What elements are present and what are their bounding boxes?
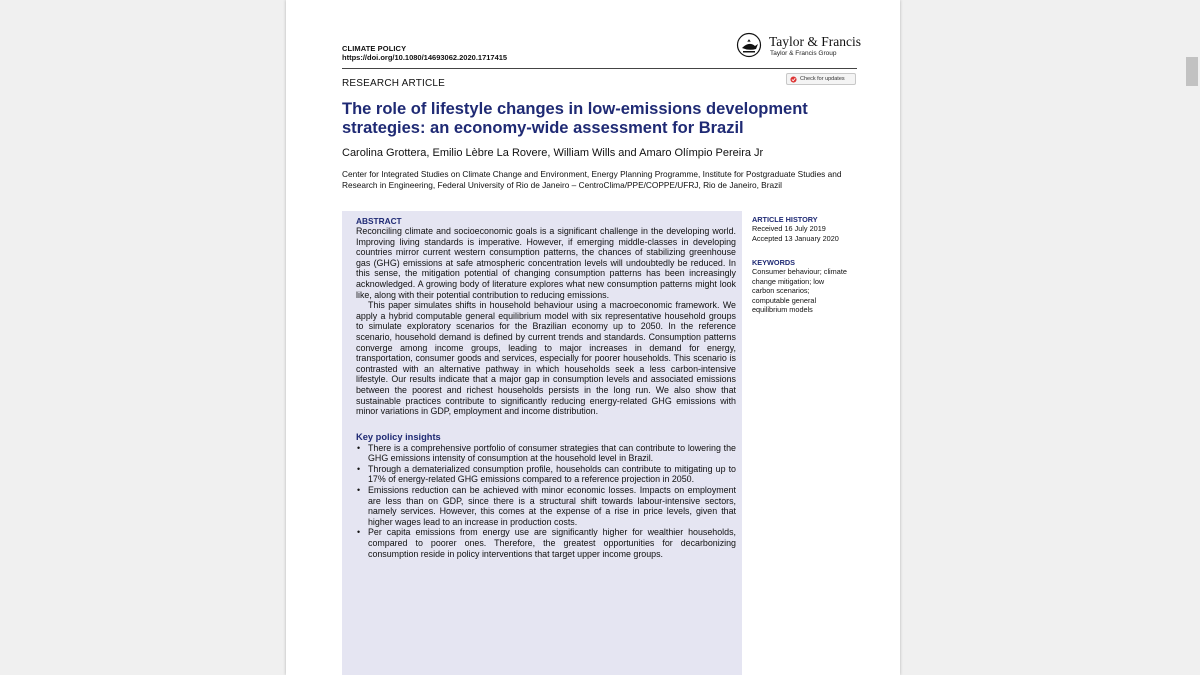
- vertical-scrollbar[interactable]: [1185, 0, 1200, 675]
- keywords-block: [752, 258, 862, 315]
- article-history: [752, 215, 862, 244]
- bullet-icon: •: [357, 463, 361, 474]
- list-item: [356, 527, 736, 559]
- keyword-line: computable general: [752, 295, 817, 305]
- accepted-date: Accepted 13 January 2020: [752, 234, 839, 243]
- check-updates-label: Check for updates: [800, 76, 845, 82]
- scrollbar-thumb[interactable]: [1186, 57, 1198, 86]
- author-list: Carolina Grottera, Emilio Lèbre La Rovere, William Wills and Amaro Olímpio Pereira Jr: [342, 147, 764, 159]
- list-item: [356, 443, 736, 464]
- bullet-icon: •: [357, 527, 361, 538]
- keyword-line: carbon scenarios;: [752, 286, 810, 296]
- received-date: Received 16 July 2019: [752, 224, 826, 233]
- insight-text: There is a comprehensive portfolio of consumer strategies that can contribute to lowering the GHG emissions intensity of consumption at the household level in Brazil.: [368, 442, 736, 464]
- bullet-icon: •: [357, 442, 361, 453]
- abstract-paragraph: Reconciling climate and socioeconomic goals is a significant challenge in the developing world. Improving living standards is imperative. However, if emerging middle-classes in developing countries mirror current western consumption patterns, the chances of stabilizing greenhouse gas (GHG) emissions at safe atmospheric concentration levels will undoubtedly be reduced. In this sense, the mitigation potential of changing consumption patterns has been increasingly acknowledged. A growing body of literature explores what new consumption patterns might look like, along with their potential contribution to reducing emissions.: [356, 226, 736, 300]
- header-rule: [342, 68, 857, 69]
- abstract-box: [342, 211, 742, 675]
- journal-name: CLIMATE POLICY: [342, 44, 407, 53]
- publisher-group: Taylor & Francis Group: [770, 50, 837, 57]
- article-title: The role of lifestyle changes in low-emissions development strategies: an economy-wide assessment for Brazil: [342, 100, 808, 137]
- check-updates-button[interactable]: [786, 73, 856, 85]
- insight-text: Through a dematerialized consumption profile, households can contribute to mitigating up to 17% of energy-related GHG emissions compared to a reference projection in 2050.: [368, 463, 736, 485]
- bullet-icon: •: [357, 485, 361, 496]
- lamp-logo-icon: [736, 32, 764, 60]
- doi-link[interactable]: https://doi.org/10.1080/14693062.2020.1717415: [342, 53, 508, 62]
- article-history-heading: ARTICLE HISTORY: [752, 215, 818, 224]
- publisher-name: Taylor & Francis: [769, 34, 862, 49]
- abstract-heading: ABSTRACT: [356, 216, 402, 226]
- affiliation: Center for Integrated Studies on Climate Change and Environment, Energy Planning Programme, Institute for Postgraduate Studies and Research in Engineering, Federal University of Rio de Janeiro – CentroClima/PPE/COPPE/UFRJ, Rio de Janeiro, Brazil: [342, 169, 842, 190]
- insight-text: Emissions reduction can be achieved with minor economic losses. Impacts on employment are less than on GDP, since there is a structural shift towards labour-intensive sectors, namely services. However, this comes at the expense of a rise in price levels, given that higher wages lead to an increase in production costs.: [368, 485, 736, 527]
- publisher-logo: [736, 32, 861, 62]
- list-item: [356, 485, 736, 527]
- keywords-heading: KEYWORDS: [752, 258, 795, 267]
- keyword-line: Consumer behaviour; climate: [752, 267, 847, 276]
- abstract-paragraph: This paper simulates shifts in household behaviour using a macroeconomic framework. We apply a hybrid computable general equilibrium model with six representative household groups to simulate exploratory scenarios for the Brazilian economy up to 2050. In the reference scenario, household demand is defined by current trends and standards. Consumption patterns converge among income groups, leading to major increases in demand for energy, transportation, consumer goods and services, especially for poorer households. This scenario is contrasted with an alternative pathway in which households seek a less carbon-intensive lifestyle. Our results indicate that a major gap in consumption levels and associated emissions between the poorest and richest households persists in the long run. We also show that sustainable practices contribute to significantly reducing energy-related GHG emissions with minor variations in GDP, employment and income distribution.: [356, 300, 736, 417]
- article-type: RESEARCH ARTICLE: [342, 78, 446, 89]
- keyword-line: change mitigation; low: [752, 276, 825, 286]
- key-insights-list: [356, 443, 736, 560]
- insight-text: Per capita emissions from energy use are significantly higher for wealthier households, compared to poorer ones. Therefore, the greatest opportunities for decarbonizing consumption reside in policy interventions that target upper income groups.: [368, 527, 736, 559]
- keyword-line: equilibrium models: [752, 305, 813, 315]
- key-insights-heading: Key policy insights: [356, 431, 441, 442]
- list-item: [356, 464, 736, 485]
- pdf-page: [286, 0, 900, 675]
- check-updates-icon: [790, 76, 797, 83]
